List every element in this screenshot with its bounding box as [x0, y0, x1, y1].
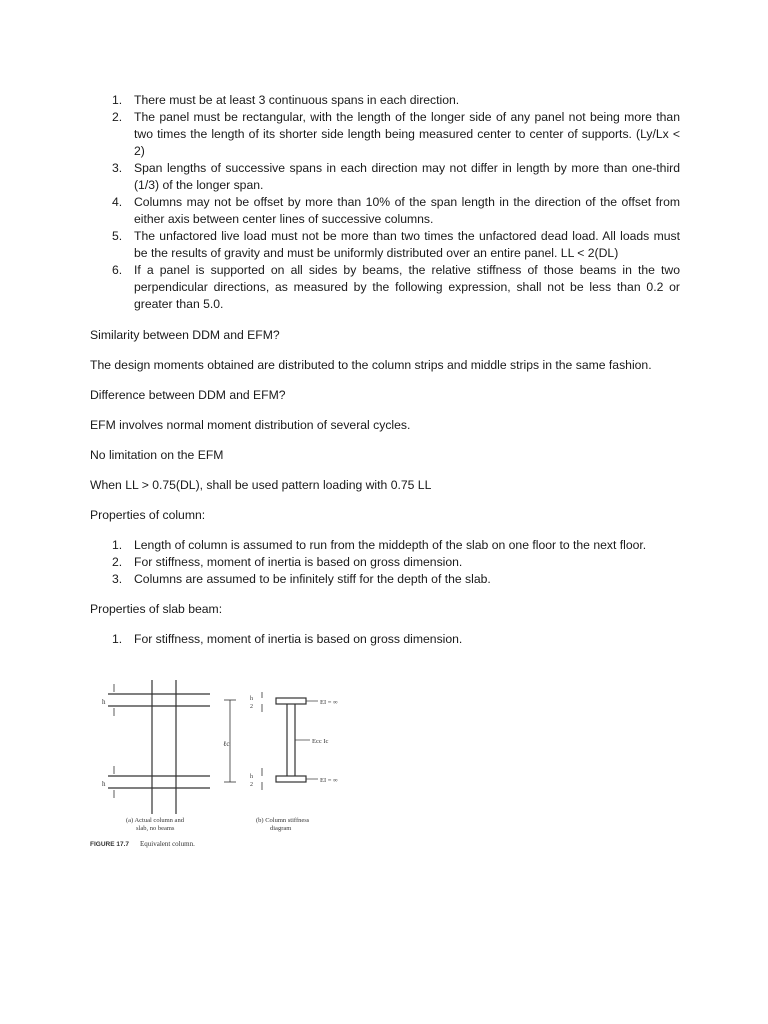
list-item	[90, 631, 680, 648]
list-text: The panel must be rectangular, with the length of the longer side of any panel not being more than two times the length of its shorter side length being measured center to center of supports. (Ly/Lx < 2)	[134, 110, 680, 158]
list-number: 2.	[112, 555, 123, 569]
actual-column-drawing	[108, 680, 236, 814]
similarity-heading: Similarity between DDM and EFM?	[90, 328, 280, 342]
slab-beam-properties-list	[90, 631, 680, 648]
label-lc: ℓc	[223, 740, 230, 748]
caption-b-line1: (b) Column stiffness	[256, 817, 310, 824]
pattern-loading-text: When LL > 0.75(DL), shall be used pattern loading with 0.75 LL	[90, 478, 432, 492]
list-item	[90, 194, 680, 228]
list-number: 2.	[112, 110, 123, 124]
list-text: There must be at least 3 continuous spans in each direction.	[134, 93, 460, 107]
label-ecc-ic: Ecc Ic	[312, 738, 329, 745]
document-body	[90, 92, 680, 648]
bottom-rigid-block	[276, 776, 306, 782]
list-number: 1.	[112, 538, 123, 552]
label-h-half-num: h	[250, 696, 253, 702]
list-item	[90, 262, 680, 313]
figure-title: Equivalent column.	[140, 840, 195, 848]
list-item	[90, 228, 680, 262]
similarity-text: The design moments obtained are distributed to the column strips and middle strips in the same fashion.	[90, 358, 652, 372]
list-item	[90, 537, 680, 554]
list-item	[90, 109, 680, 160]
label-h-half-den: 2	[250, 704, 253, 710]
top-rigid-block	[276, 698, 306, 704]
column-properties-list	[90, 537, 680, 588]
list-number: 4.	[112, 195, 123, 209]
list-number: 6.	[112, 263, 123, 277]
column-properties-heading: Properties of column:	[90, 508, 206, 522]
label-ei-infinite-top: EI = ∞	[320, 699, 338, 706]
list-item	[90, 554, 680, 571]
label-ei-infinite-bottom: EI = ∞	[320, 777, 338, 784]
caption-b-line2: diagram	[270, 825, 292, 832]
list-number: 5.	[112, 229, 123, 243]
list-number: 3.	[112, 161, 123, 175]
list-text: Length of column is assumed to run from the middepth of the slab on one floor to the next floor.	[134, 538, 647, 552]
slab-beam-properties-heading: Properties of slab beam:	[90, 602, 223, 616]
list-number: 3.	[112, 572, 123, 586]
stiffness-diagram-drawing	[262, 692, 318, 790]
label-h-half-den: 2	[250, 782, 253, 788]
equivalent-column-figure	[90, 676, 350, 856]
list-item	[90, 160, 680, 194]
caption-a-line1: (a) Actual column and	[126, 817, 184, 824]
list-number: 1.	[112, 632, 123, 646]
list-text: For stiffness, moment of inertia is based on gross dimension.	[134, 555, 463, 569]
list-text: If a panel is supported on all sides by beams, the relative stiffness of those beams in the two perpendicular directions, as measured by the following expression, shall not be less than 0.2 or greater than 5.0.	[134, 263, 680, 311]
no-limitation-text: No limitation on the EFM	[90, 448, 224, 462]
label-h-half-num: h	[250, 774, 253, 780]
list-text: Columns may not be offset by more than 10% of the span length in the direction of the offset from either axis between center lines of successive columns.	[134, 195, 680, 226]
list-item	[90, 92, 680, 109]
list-text: The unfactored live load must not be more than two times the unfactored dead load. All loads must be the results of gravity and must be uniformly distributed over an entire panel. LL < 2(DL)	[134, 229, 680, 260]
criteria-list	[90, 92, 680, 313]
figure-number: FIGURE 17.7	[90, 841, 130, 848]
list-text: For stiffness, moment of inertia is based on gross dimension.	[134, 632, 463, 646]
label-h-bottom: h	[102, 780, 106, 788]
label-h-top: h	[102, 698, 106, 706]
difference-heading: Difference between DDM and EFM?	[90, 388, 286, 402]
list-text: Columns are assumed to be infinitely stiff for the depth of the slab.	[134, 572, 491, 586]
list-item	[90, 571, 680, 588]
caption-a-line2: slab, no beams	[136, 825, 175, 832]
difference-text: EFM involves normal moment distribution of several cycles.	[90, 418, 411, 432]
equivalent-column-diagram	[90, 676, 350, 856]
list-number: 1.	[112, 93, 123, 107]
list-text: Span lengths of successive spans in each direction may not differ in length by more than one-third (1/3) of the longer span.	[134, 161, 680, 192]
